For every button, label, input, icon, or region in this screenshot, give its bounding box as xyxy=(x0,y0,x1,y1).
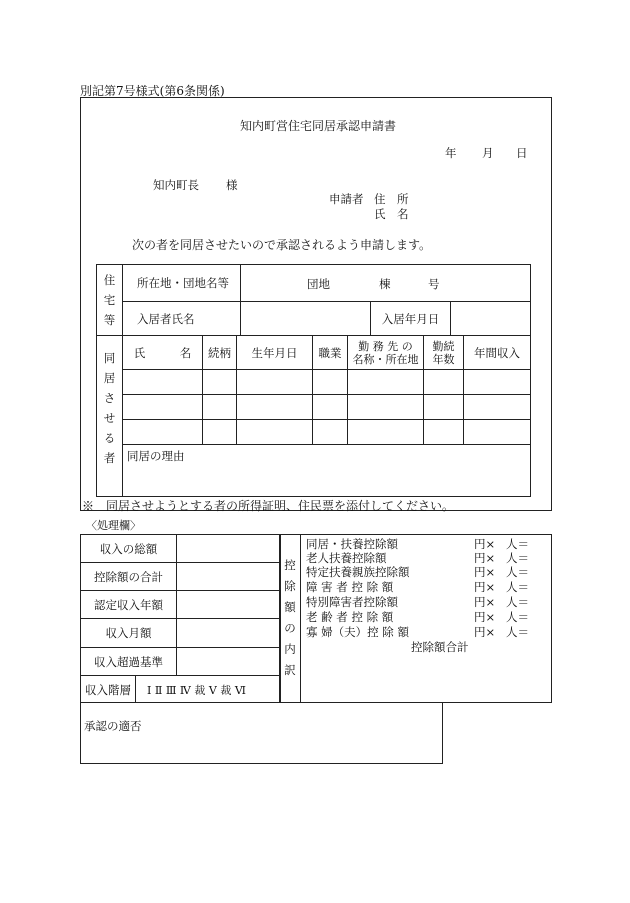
move-in-date-field[interactable] xyxy=(451,302,531,336)
resident-name-label: 入居者氏名 xyxy=(123,302,241,336)
total-income-field[interactable] xyxy=(177,535,281,563)
table-row xyxy=(97,395,531,420)
processing-label: 〈処理欄〉 xyxy=(86,519,141,532)
form-number-label: 別記第7号様式(第6条関係) xyxy=(80,84,225,98)
monthly-income-label: 収入月額 xyxy=(81,619,177,648)
approval-label: 承認の適否 xyxy=(84,719,142,733)
income-class-label: 収入階層 xyxy=(85,683,131,697)
col-workplace: 勤 務 先 の 名称・所在地 xyxy=(348,336,424,370)
deduction-total-caption: 控除額合計 xyxy=(411,640,469,654)
col-occupation: 職業 xyxy=(313,336,348,370)
income-class-values[interactable]: Ⅰ Ⅱ Ⅲ Ⅳ 裁 Ⅴ 裁 Ⅵ xyxy=(147,684,246,697)
date-day: 日 xyxy=(516,146,528,160)
cohabit-reason-label: 同居の理由 xyxy=(127,449,185,463)
total-income-label: 収入の総額 xyxy=(81,535,177,563)
housing-group-label: 住 宅 等 xyxy=(97,265,123,336)
date-year: 年 xyxy=(445,146,457,160)
certified-income-label: 認定収入年額 xyxy=(81,591,177,619)
certified-income-field[interactable] xyxy=(177,591,281,619)
housing-table xyxy=(96,264,531,336)
applicant-label: 申請者 xyxy=(329,192,364,206)
income-class-row xyxy=(81,676,281,703)
deduction-row-elderly-dependent: 老人扶養控除額 円× 人＝ xyxy=(306,551,529,565)
deduction-row-disabled: 障 害 者 控 除 額 円× 人＝ xyxy=(306,580,529,594)
applicant-address-label: 住 所 xyxy=(374,192,409,206)
deduction-row-specific-dependent: 特定扶養親族控除額 円× 人＝ xyxy=(306,565,529,579)
deduction-total-label: 控除額の合計 xyxy=(81,563,177,591)
monthly-income-field[interactable] xyxy=(177,619,281,648)
col-relation: 続柄 xyxy=(203,336,237,370)
request-statement: 次の者を同居させたいので承認されるよう申請します。 xyxy=(132,238,432,252)
date-month: 月 xyxy=(482,146,494,160)
resident-name-field[interactable] xyxy=(241,302,371,336)
excess-income-field[interactable] xyxy=(177,648,281,676)
col-annual-income: 年間収入 xyxy=(464,336,531,370)
location-field[interactable]: 団地 棟 号 xyxy=(241,265,531,302)
col-birthdate: 生年月日 xyxy=(237,336,313,370)
deduction-row-elderly: 老 齢 者 控 除 額 円× 人＝ xyxy=(306,610,529,624)
applicant-name-label: 氏 名 xyxy=(374,207,409,221)
cohabitant-group-label: 同 居 さ せ る 者 xyxy=(97,336,123,497)
table-row xyxy=(97,420,531,445)
attachment-note: ※ 同居させようとする者の所得証明、住民票を添付してください。 xyxy=(82,499,455,513)
move-in-date-label: 入居年月日 xyxy=(371,302,451,336)
table-row xyxy=(97,370,531,395)
col-years-employed: 勤続 年数 xyxy=(424,336,464,370)
deduction-total-field[interactable] xyxy=(177,563,281,591)
location-label: 所在地・団地名等 xyxy=(123,265,241,302)
addressee-name: 知内町長 xyxy=(153,178,199,192)
addressee-honorific: 様 xyxy=(226,178,238,192)
deduction-row-widow: 寡 婦（夫）控 除 額 円× 人＝ xyxy=(306,625,529,639)
form-title: 知内町営住宅同居承認申請書 xyxy=(240,119,397,133)
deduction-row-cohabit: 同居・扶養控除額 円× 人＝ xyxy=(306,537,529,551)
col-name: 氏 名 xyxy=(123,336,203,370)
cohabit-reason-field[interactable] xyxy=(123,445,531,497)
excess-income-label: 収入超過基準 xyxy=(81,648,177,676)
breakdown-label: 控 除 額 の 内 訳 xyxy=(284,558,296,677)
deduction-row-special-disabled: 特別障害者控除額 円× 人＝ xyxy=(306,595,529,609)
income-table xyxy=(80,534,281,703)
cohabitant-table xyxy=(96,335,531,497)
